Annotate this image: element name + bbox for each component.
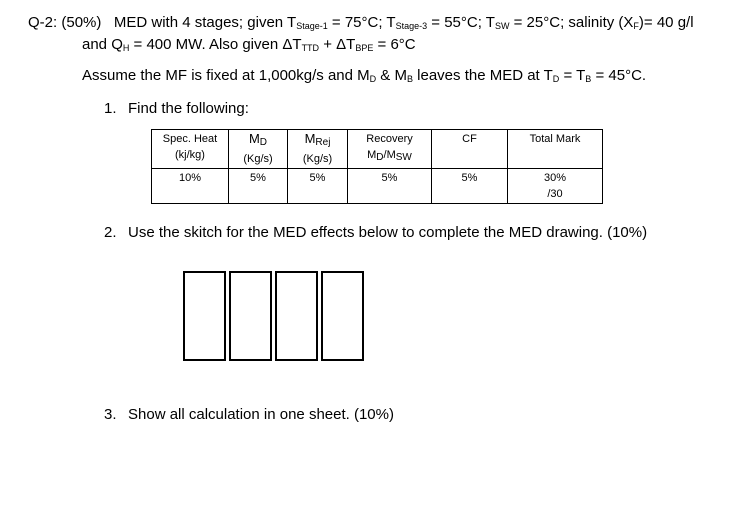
med-effect-box — [229, 271, 272, 361]
cell-cf: 5% — [432, 169, 508, 204]
item-text: Find the following: — [128, 100, 249, 117]
t-stage1-sub: Stage-1 — [296, 21, 328, 31]
assume-eq: = T — [559, 67, 586, 84]
header-unit: (kj/kg) — [175, 149, 205, 161]
question-label: Q-2: — [28, 14, 58, 31]
tttd-text: = 400 MW. Also given ΔT — [129, 36, 302, 53]
item-text: Show all calculation in one sheet. (10%) — [128, 406, 394, 423]
assume-end: = 45°C. — [591, 67, 647, 84]
tttd-sub: TTD — [301, 43, 320, 53]
list-item — [104, 100, 249, 117]
assume-mid: leaves the MED at T — [413, 67, 553, 84]
given-eq2: = 55°C; T — [427, 14, 495, 31]
total-out-of: /30 — [547, 188, 563, 200]
md-sub: D — [369, 74, 377, 84]
mb-sub: B — [406, 74, 413, 84]
given-text: MED with 4 stages; given T — [113, 14, 297, 31]
list-item — [104, 224, 647, 241]
header-label: M — [248, 131, 260, 146]
med-effect-box — [275, 271, 318, 361]
header-cf — [432, 130, 508, 169]
header-md — [229, 130, 288, 169]
item-number: 1. — [104, 100, 117, 117]
given-eq1: = 75°C; T — [327, 14, 396, 31]
question-line-1 — [28, 14, 694, 31]
td-sub: D — [552, 74, 560, 84]
t-stage3-sub: Stage-3 — [395, 21, 428, 31]
header-label: Total Mark — [529, 133, 581, 145]
header-unit: (Kg/s) — [302, 153, 333, 165]
total-percent: 30% — [543, 172, 567, 184]
header-label: Recovery — [366, 133, 413, 145]
marks-table — [151, 129, 603, 204]
cell-mrej: 5% — [288, 169, 348, 204]
header-unit: M — [367, 149, 377, 161]
assumption-line — [82, 67, 646, 84]
assume-pre: Assume the MF is fixed at 1,000kg/s and M — [82, 67, 370, 84]
cell-spec-heat: 10% — [152, 169, 229, 204]
header-sub: D — [376, 152, 384, 163]
given-eq4: )= 40 g/l — [638, 14, 694, 31]
header-sub: Rej — [315, 137, 331, 148]
header-unit: /M — [383, 149, 396, 161]
bpe-sub: BPE — [355, 43, 374, 53]
item-number: 2. — [104, 224, 117, 241]
bpe-text: + ΔT — [319, 36, 356, 53]
header-unit: (Kg/s) — [243, 153, 273, 165]
table-header-row — [152, 130, 603, 169]
header-label: Spec. Heat — [162, 133, 218, 145]
qh-sub: H — [122, 43, 130, 53]
list-item — [104, 406, 394, 423]
item-number: 3. — [104, 406, 117, 423]
xf-sub: F — [633, 21, 639, 31]
question-weight: (50%) — [61, 14, 102, 31]
tb-sub: B — [585, 74, 592, 84]
med-effect-box — [321, 271, 364, 361]
header-mrej — [288, 130, 348, 169]
cell-md: 5% — [229, 169, 288, 204]
cell-recovery: 5% — [348, 169, 432, 204]
t-sw-sub: SW — [494, 21, 510, 31]
header-sub: SW — [395, 152, 412, 163]
med-effect-box — [183, 271, 226, 361]
med-effects-sketch — [183, 271, 364, 361]
header-spec-heat — [152, 130, 229, 169]
cell-total — [508, 169, 603, 204]
item-text: Use the skitch for the MED effects below to complete the MED drawing. (10%) — [128, 224, 648, 241]
table-row — [152, 169, 603, 204]
qh-text: and Q — [82, 36, 123, 53]
header-recovery — [348, 130, 432, 169]
given-eq3: = 25°C; salinity (X — [509, 14, 634, 31]
delta-result: = 6°C — [373, 36, 416, 53]
header-label: CF — [462, 133, 477, 145]
header-sub: D — [259, 137, 268, 148]
header-total-mark — [508, 130, 603, 169]
question-line-2 — [82, 36, 416, 53]
header-label: M — [304, 131, 316, 146]
assume-amp: & M — [376, 67, 407, 84]
